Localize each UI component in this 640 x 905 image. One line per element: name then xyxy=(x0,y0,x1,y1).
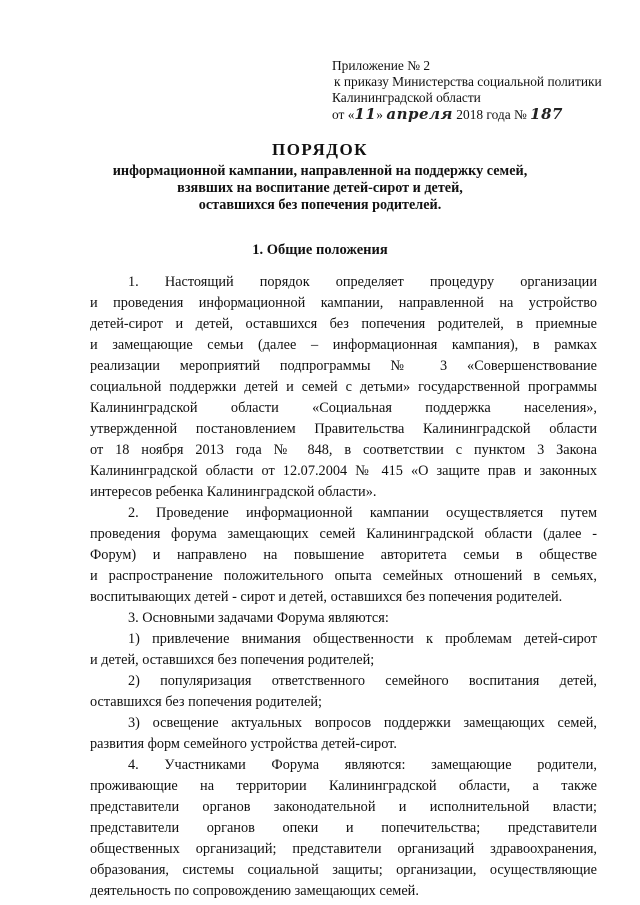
text-line: образования, системы социальной защиты; организации, осуществляющие xyxy=(90,862,597,878)
text-line: 1. Настоящий порядок определяет процедуру организации xyxy=(128,274,597,290)
document-subtitle xyxy=(0,163,640,214)
text-line: и распространение положительного опыта семейных отношений в семьях, xyxy=(90,568,597,584)
text-line: Форум) и направлено на повышение авторитета семьи в обществе xyxy=(90,547,597,563)
date-month-handwritten: апреля xyxy=(386,105,453,123)
date-mid: » xyxy=(376,107,383,122)
subtitle-line: оставшихся без попечения родителей. xyxy=(198,197,442,213)
text-line: 1) привлечение внимания общественности к проблемам детей-сирот xyxy=(128,631,597,647)
body-text xyxy=(90,272,597,902)
text-line: социальной поддержки детей и семей с детьми» государственной программы xyxy=(90,379,597,395)
text-line: 2) популяризация ответственного семейного воспитания детей, xyxy=(128,673,597,689)
text-line: и проведения информационной кампании, направленной на устройство xyxy=(90,295,597,311)
appendix-date-line xyxy=(332,106,602,123)
date-year: 2018 года № xyxy=(456,107,527,122)
subtitle-line: взявших на воспитание детей-сирот и детей, xyxy=(177,180,463,196)
text-line: 4. Участниками Форума являются: замещающие родители, xyxy=(128,757,597,773)
text-line: интересов ребенка Калининградской области». xyxy=(90,484,377,500)
subtitle-line: информационной кампании, направленной на поддержку семей, xyxy=(112,163,528,179)
text-line: Калининградской области «Социальная поддержка населения», xyxy=(90,400,597,416)
section-heading: 1. Общие положения xyxy=(252,242,388,258)
text-line: 3. Основными задачами Форума являются: xyxy=(128,610,389,626)
text-line: 2. Проведение информационной кампании осуществляется путем xyxy=(128,505,597,521)
document-title: ПОРЯДОК xyxy=(271,140,368,159)
text-line: развития форм семейного устройства детей-сирот. xyxy=(90,736,397,752)
appendix-order-reference: к приказу Министерства социальной политики xyxy=(334,74,602,89)
text-line: Калининградской области от 12.07.2004 № 415 «О защите прав и законных xyxy=(90,463,597,479)
order-number-handwritten: 187 xyxy=(530,105,563,123)
text-line: деятельность по сопровождению замещающих семей. xyxy=(90,883,419,899)
text-line: от 18 ноября 2013 года № 848, в соответствии с пунктом 3 Закона xyxy=(90,442,597,458)
text-line: и детей, оставшихся без попечения родителей; xyxy=(90,652,375,668)
appendix-number: Приложение № 2 xyxy=(332,58,431,73)
text-line: проживающие на территории Калининградской области, а также xyxy=(90,778,597,794)
text-line: представители органов законодательной и исполнительной власти; xyxy=(90,799,597,815)
appendix-region: Калининградской области xyxy=(332,90,481,105)
text-line: проведения форума замещающих семей Калининградской области (далее - xyxy=(90,526,597,542)
text-line: оставшихся без попечения родителей; xyxy=(90,694,323,710)
text-line: общественных организаций; представители организаций здравоохранения, xyxy=(90,841,597,857)
text-line: представители органов опеки и попечительства; представители xyxy=(90,820,597,836)
text-line: и замещающие семьи (далее – информационная кампания), в рамках xyxy=(90,337,597,353)
text-line: утвержденной постановлением Правительства Калининградской области xyxy=(90,421,597,437)
text-line: 3) освещение актуальных вопросов поддержки замещающих семей, xyxy=(128,715,597,731)
text-line: воспитывающих детей - сирот и детей, оставшихся без попечения родителей. xyxy=(90,589,563,605)
date-day-handwritten: 11 xyxy=(354,105,377,123)
date-prefix: от « xyxy=(332,107,355,122)
appendix-block xyxy=(332,58,602,123)
text-line: реализации мероприятий подпрограммы № 3 «Совершенствование xyxy=(90,358,597,374)
text-line: детей-сирот и детей, оставшихся без попечения родителей, в приемные xyxy=(90,316,597,332)
